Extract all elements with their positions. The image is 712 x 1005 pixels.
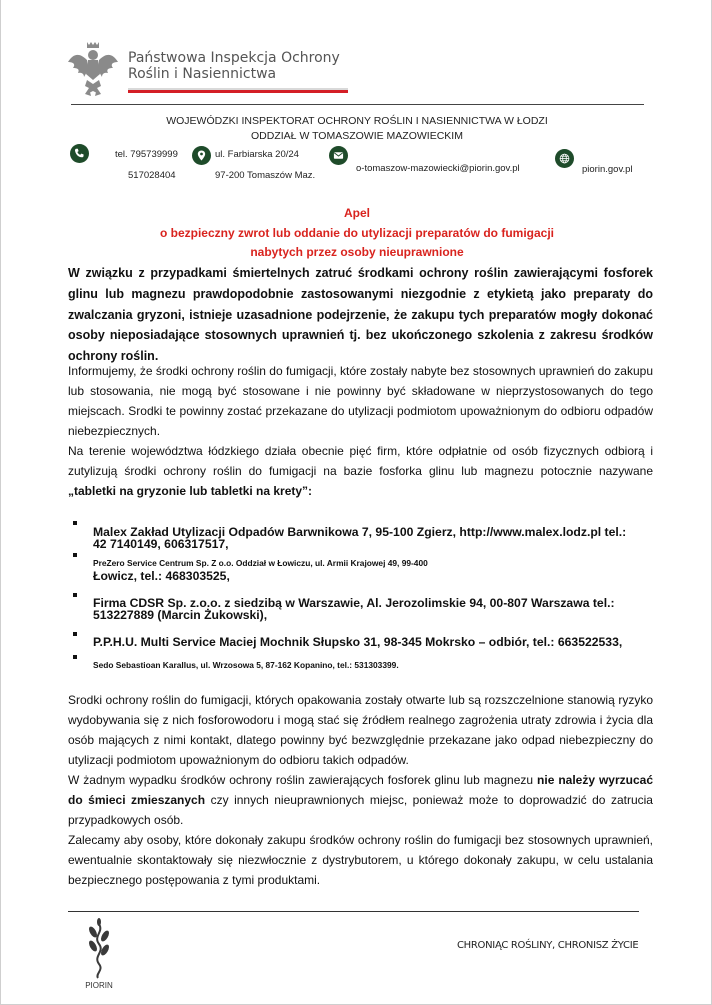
list-item-firm-2-line2: Łowicz, tel.: 468303525, (93, 569, 230, 583)
phone-number-2[interactable]: 517028404 (128, 170, 176, 181)
appeal-subtitle-2: nabytych przez osoby nieuprawnione (250, 245, 464, 259)
piorin-logo-text: PIORIN (85, 981, 113, 990)
office-name: WOJEWÓDZKI INSPEKTORAT OCHRONY ROŚLIN I NASIENNICTWA W ŁODZI (166, 115, 548, 127)
warning-paragraph (68, 770, 653, 830)
list-item-firm-2-line1: PreZero Service Centrum Sp. Z o.o. Oddział w Łowiczu, ul. Armii Krajowej 49, 99-400 (93, 558, 428, 568)
risk-paragraph: Srodki ochrony roślin do fumigacji, których opakowania zostały otwarte lub są rozszczelnione stanowią ryzyko wydobywania się z nich fosforowodoru i mogą stać się źródłem realnego zagrożenia utraty zdrowia i życia dla osób mających z nimi kontakt, dlatego powinny być bezwzględnie przekazane jako odpad niebezpieczny do utylizacji podmiotom upoważnionym do odbioru takich odpadów. (68, 693, 653, 767)
warning-text-a: W żadnym wypadku środków ochrony roślin zawierających fosforek glinu lub magnezu (68, 773, 538, 787)
list-item-firm-4: P.P.H.U. Multi Service Maciej Mochnik Słupsko 31, 98-345 Mokrsko – odbiór, tel.: 663522533, (93, 635, 623, 649)
office-branch: ODDZIAŁ W TOMASZOWIE MAZOWIECKIM (251, 130, 463, 142)
organization-name-line2: Roślin i Nasiennictwa (128, 66, 277, 82)
list-bullet (73, 632, 77, 636)
lead-paragraph: W związku z przypadkami śmiertelnych zatruć środkami ochrony roślin zawierającymi fosforek glinu lub magnezu prawdopodobnie zastosowanymi niezgodnie z etykietą jako preparaty do zwalczania gryzoni, istnieje uzasadnione podejrzenie, że zakupu tych preparatów mogły dokonać osoby nieposiadające stosownych uprawnień tj. bez ukończonego szkolenia z zakresu środków ochrony roślin. (68, 266, 653, 364)
list-item-firm-3-line1: Firma CDSR Sp. z.o.o. z siedzibą w Warszawie, Al. Jerozolimskie 94, 00-807 Warszawa tel.: (93, 596, 615, 610)
footer-divider (68, 911, 639, 912)
email-icon (329, 146, 348, 165)
postal-address: 97-200 Tomaszów Maz. (215, 170, 316, 181)
list-bullet (73, 521, 77, 525)
appeal-title: Apel (343, 206, 370, 220)
eagle-emblem-icon (67, 42, 119, 98)
globe-icon (555, 149, 574, 168)
list-bullet (73, 553, 77, 557)
header-divider (71, 104, 644, 105)
list-bullet (73, 593, 77, 597)
firms-intro-bold: „tabletki na gryzonie lub tabletki na krety”: (68, 484, 313, 498)
website-link[interactable]: piorin.gov.pl (582, 164, 633, 175)
location-icon (192, 146, 211, 165)
brand-accent-bar (128, 88, 348, 93)
phone-icon (70, 144, 89, 163)
firms-intro-text: Na terenie województwa łódzkiego działa obecnie pięć firm, które odpłatnie od osób fizycznych odbiorą i zutylizują środki ochrony roślin do fumigacji na bazie fosforka glinu lub magnezu potocznie nazywane (68, 444, 653, 478)
list-item-firm-1-line1: Malex Zakład Utylizacji Odpadów Barwnikowa 7, 95-100 Zgierz, http://www.malex.lodz.pl tel.: (93, 525, 627, 539)
list-item-firm-1-line2: 42 7140149, 606317517, (93, 537, 229, 551)
firms-intro-paragraph (68, 441, 653, 501)
appeal-subtitle-1: o bezpieczny zwrot lub oddanie do utylizacji preparatów do fumigacji (159, 226, 555, 240)
info-paragraph: Informujemy, że środki ochrony roślin do fumigacji, które zostały nabyte bez stosownych uprawnień do zakupu lub stosowania, nie mogą być stosowane i nie powinny być składowane w nieprzystosowanych do tego miejscach. Srodki te powinny zostać przekazane do utylizacji podmiotom upoważnionym do odbioru odpadów niebezpiecznych. (68, 364, 653, 438)
warning-text-bold: nie należy wyrzucać do śmieci zmieszanych (68, 773, 653, 807)
street-address: ul. Farbiarska 20/24 (215, 149, 299, 160)
email-link[interactable]: o-tomaszow-mazowiecki@piorin.gov.pl (356, 163, 520, 174)
phone-number-1[interactable]: tel. 795739999 (115, 149, 178, 160)
piorin-logo (81, 918, 117, 990)
list-item-firm-3-line2: 513227889 (Marcin Żukowski), (93, 608, 268, 622)
recommendation-paragraph: Zalecamy aby osoby, które dokonały zakupu środków ochrony roślin do fumigacji bez stosownych uprawnień, ewentualnie skontaktowały się niezwłocznie z dystrybutorem, u którego dokonały zakupu, w celu ustalania bezpiecznego postępowania z tymi produktami. (68, 833, 653, 887)
list-bullet (73, 655, 77, 659)
list-item-firm-5: Sedo Sebastioan Karallus, ul. Wrzosowa 5, 87-162 Kopanino, tel.: 531303399. (93, 660, 399, 670)
organization-name-line1: Państwowa Inspekcja Ochrony (128, 50, 340, 66)
organization-name (128, 50, 340, 82)
warning-text-c: czy innych nieuprawnionych miejsc, ponieważ może to doprowadzić do zatrucia przypadkowych osób. (68, 793, 653, 827)
footer-slogan: CHRONIĄC ROŚLINY, CHRONISZ ŻYCIE (457, 940, 639, 951)
